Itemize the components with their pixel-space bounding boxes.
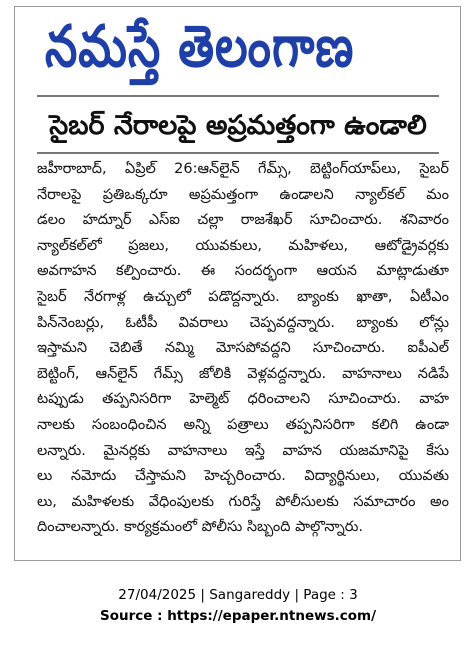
source-link[interactable]: Source : https://epaper.ntnews.com/ (99, 608, 377, 624)
date-edition-page: 27/04/2025 | Sangareddy | Page : 3 (118, 587, 358, 603)
article-body (37, 157, 449, 541)
body-line: లన్నారు. మైనర్లకు వాహనాలు ఇస్తే వాహన యజమానిపై కేసు (37, 442, 449, 459)
body-line: నేరాలపై ప్రతిఒక్కరూ అప్రమత్తంగా ఉండాలని న్యాల్‌కల్ మం (37, 186, 449, 203)
body-line: సైబర్ నేరగాళ్ల ఉచ్చులో పడొద్దన్నారు. బ్యాంకు ఖాతా, ఏటీఎం (37, 288, 449, 305)
body-line: లు నమోదు చేస్తామని హెచ్చరించారు. విద్యార్థినులు, యువతు (37, 468, 449, 485)
body-line: పిన్‌నెంబర్లు, ఓటీపీ వివరాలు చెప్పవద్దన్నారు. బ్యాంకు లోన్లు (37, 314, 449, 331)
body-line: అవగాహన కల్పించారు. ఈ సందర్భంగా ఆయన మాట్లాడుతూ (37, 263, 449, 280)
body-line: దించాలన్నారు. కార్యక్రమంలో పోలీసు సిబ్బంది పాల్గొన్నారు. (37, 519, 363, 536)
body-line: ఇస్తామని చెబితే నమ్మి మోసపోవద్దని సూచించారు. ఐపీఎల్ (37, 340, 449, 357)
body-line: నాలకు సంబంధించిన అన్ని పత్రాలు తప్పనిసరిగా కలిగి ఉండా (37, 416, 449, 433)
body-line: బెట్టింగ్, ఆన్‌లైన్ గేమ్స్ జోలికి వెళ్లవద్దన్నారు. వాహనాలు నడిపే (37, 365, 449, 382)
body-line: లు, మహిళలకు వేధింపులకు గురిస్తే పోలీసులకు సమాచారం అం (37, 493, 449, 510)
body-line: జహీరాబాద్, ఏప్రిల్ 26:ఆన్‌లైన్ గేమ్స్, బెట్టింగ్‌యాప్‌లు, సైబర్ (37, 161, 449, 177)
masthead-logo: నమస్తే తెలంగాణ (45, 12, 355, 80)
article-headline: సైబర్ నేరాలపై అప్రమత్తంగా ఉండాలి (49, 110, 427, 141)
divider-top (37, 95, 439, 97)
body-line: న్యాల్‌కల్‌లో ప్రజలు, యువకులు, మహిళలు, ఆటోడ్రైవర్లకు (37, 237, 449, 254)
body-line: డలం హద్నూర్ ఎస్ఐ చల్లా రాజశేఖర్ సూచించారు. శనివారం (37, 212, 449, 229)
divider-bottom (37, 152, 439, 154)
body-line: టప్పుడు తప్పనిసరిగా హెల్మెట్ ధరించాలని సూచించారు. వాహ (37, 391, 449, 408)
newspaper-clipping (14, 6, 461, 561)
